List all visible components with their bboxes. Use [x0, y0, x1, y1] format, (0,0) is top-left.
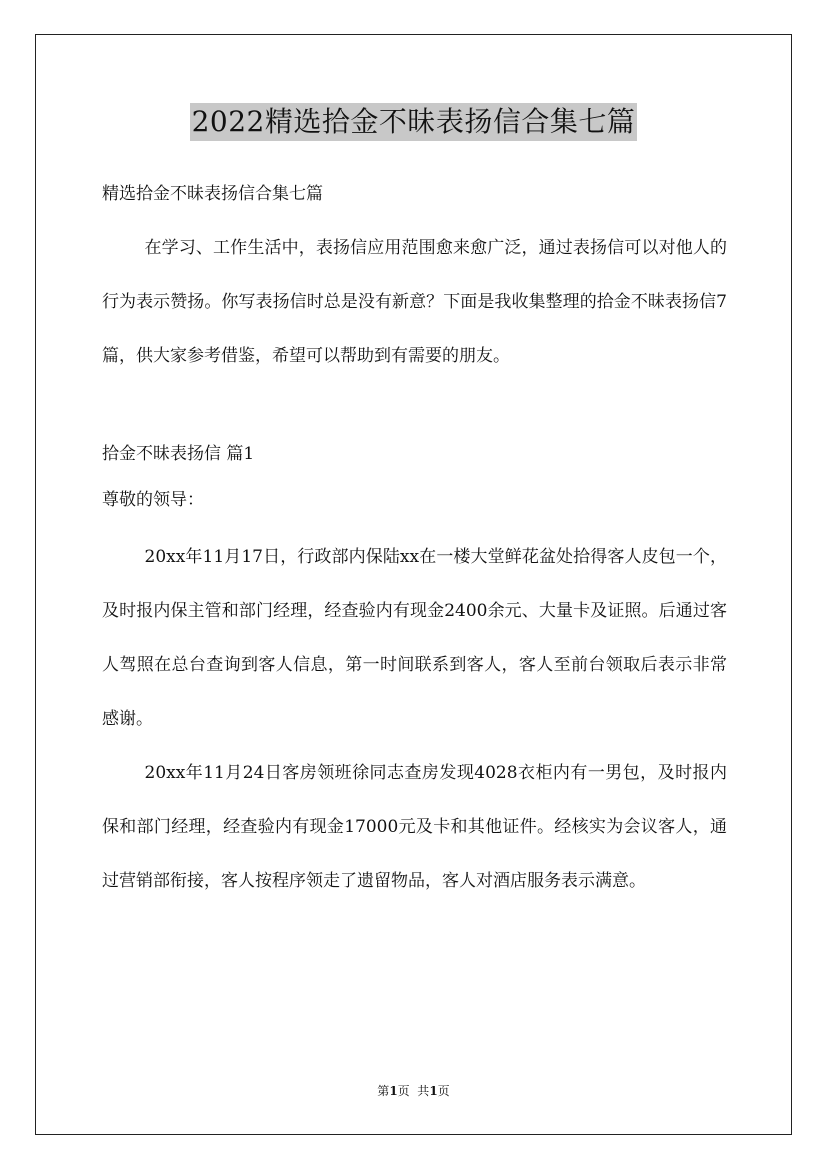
body-paragraph-1: 20xx年11月17日，行政部内保陆xx在一楼大堂鲜花盆处拾得客人皮包一个，及时报内保主管和部门经理，经查验内有现金2400余元、大量卡及证照。后通过客人驾照在总台查询到客人信息，第一时间联系到客人，客人至前台领取后表示非常感谢。: [102, 547, 727, 729]
document-body: [102, 172, 727, 908]
page-footer: [0, 1082, 827, 1100]
document-title: 2022精选拾金不昧表扬信合集七篇: [190, 103, 638, 141]
footer-page-total: 1: [429, 1084, 438, 1098]
body-paragraph-2: 20xx年11月24日客房领班徐同志查房发现4028衣柜内有一男包，及时报内保和部门经理，经查验内有现金17000元及卡和其他证件。经核实为会议客人，通过营销部衔接，客人按程序领走了遗留物品，客人对酒店服务表示满意。: [102, 763, 727, 891]
salutation: 尊敬的领导：: [102, 490, 204, 510]
document-subtitle: 精选拾金不昧表扬信合集七篇: [102, 184, 323, 204]
footer-page-suffix: 页: [437, 1084, 450, 1098]
footer-page-mid: 页 共: [397, 1084, 430, 1098]
spacer: [102, 383, 727, 432]
title-container: [0, 103, 827, 141]
section-heading: 拾金不昧表扬信 篇1: [102, 444, 255, 464]
intro-paragraph: 在学习、工作生活中，表扬信应用范围愈来愈广泛，通过表扬信可以对他人的行为表示赞扬。你写表扬信时总是没有新意？下面是我收集整理的拾金不昧表扬信7篇，供大家参考借鉴，希望可以帮助到有需要的朋友。: [102, 238, 727, 366]
footer-page-number: 1: [389, 1084, 398, 1098]
footer-page-prefix: 第: [377, 1084, 390, 1098]
